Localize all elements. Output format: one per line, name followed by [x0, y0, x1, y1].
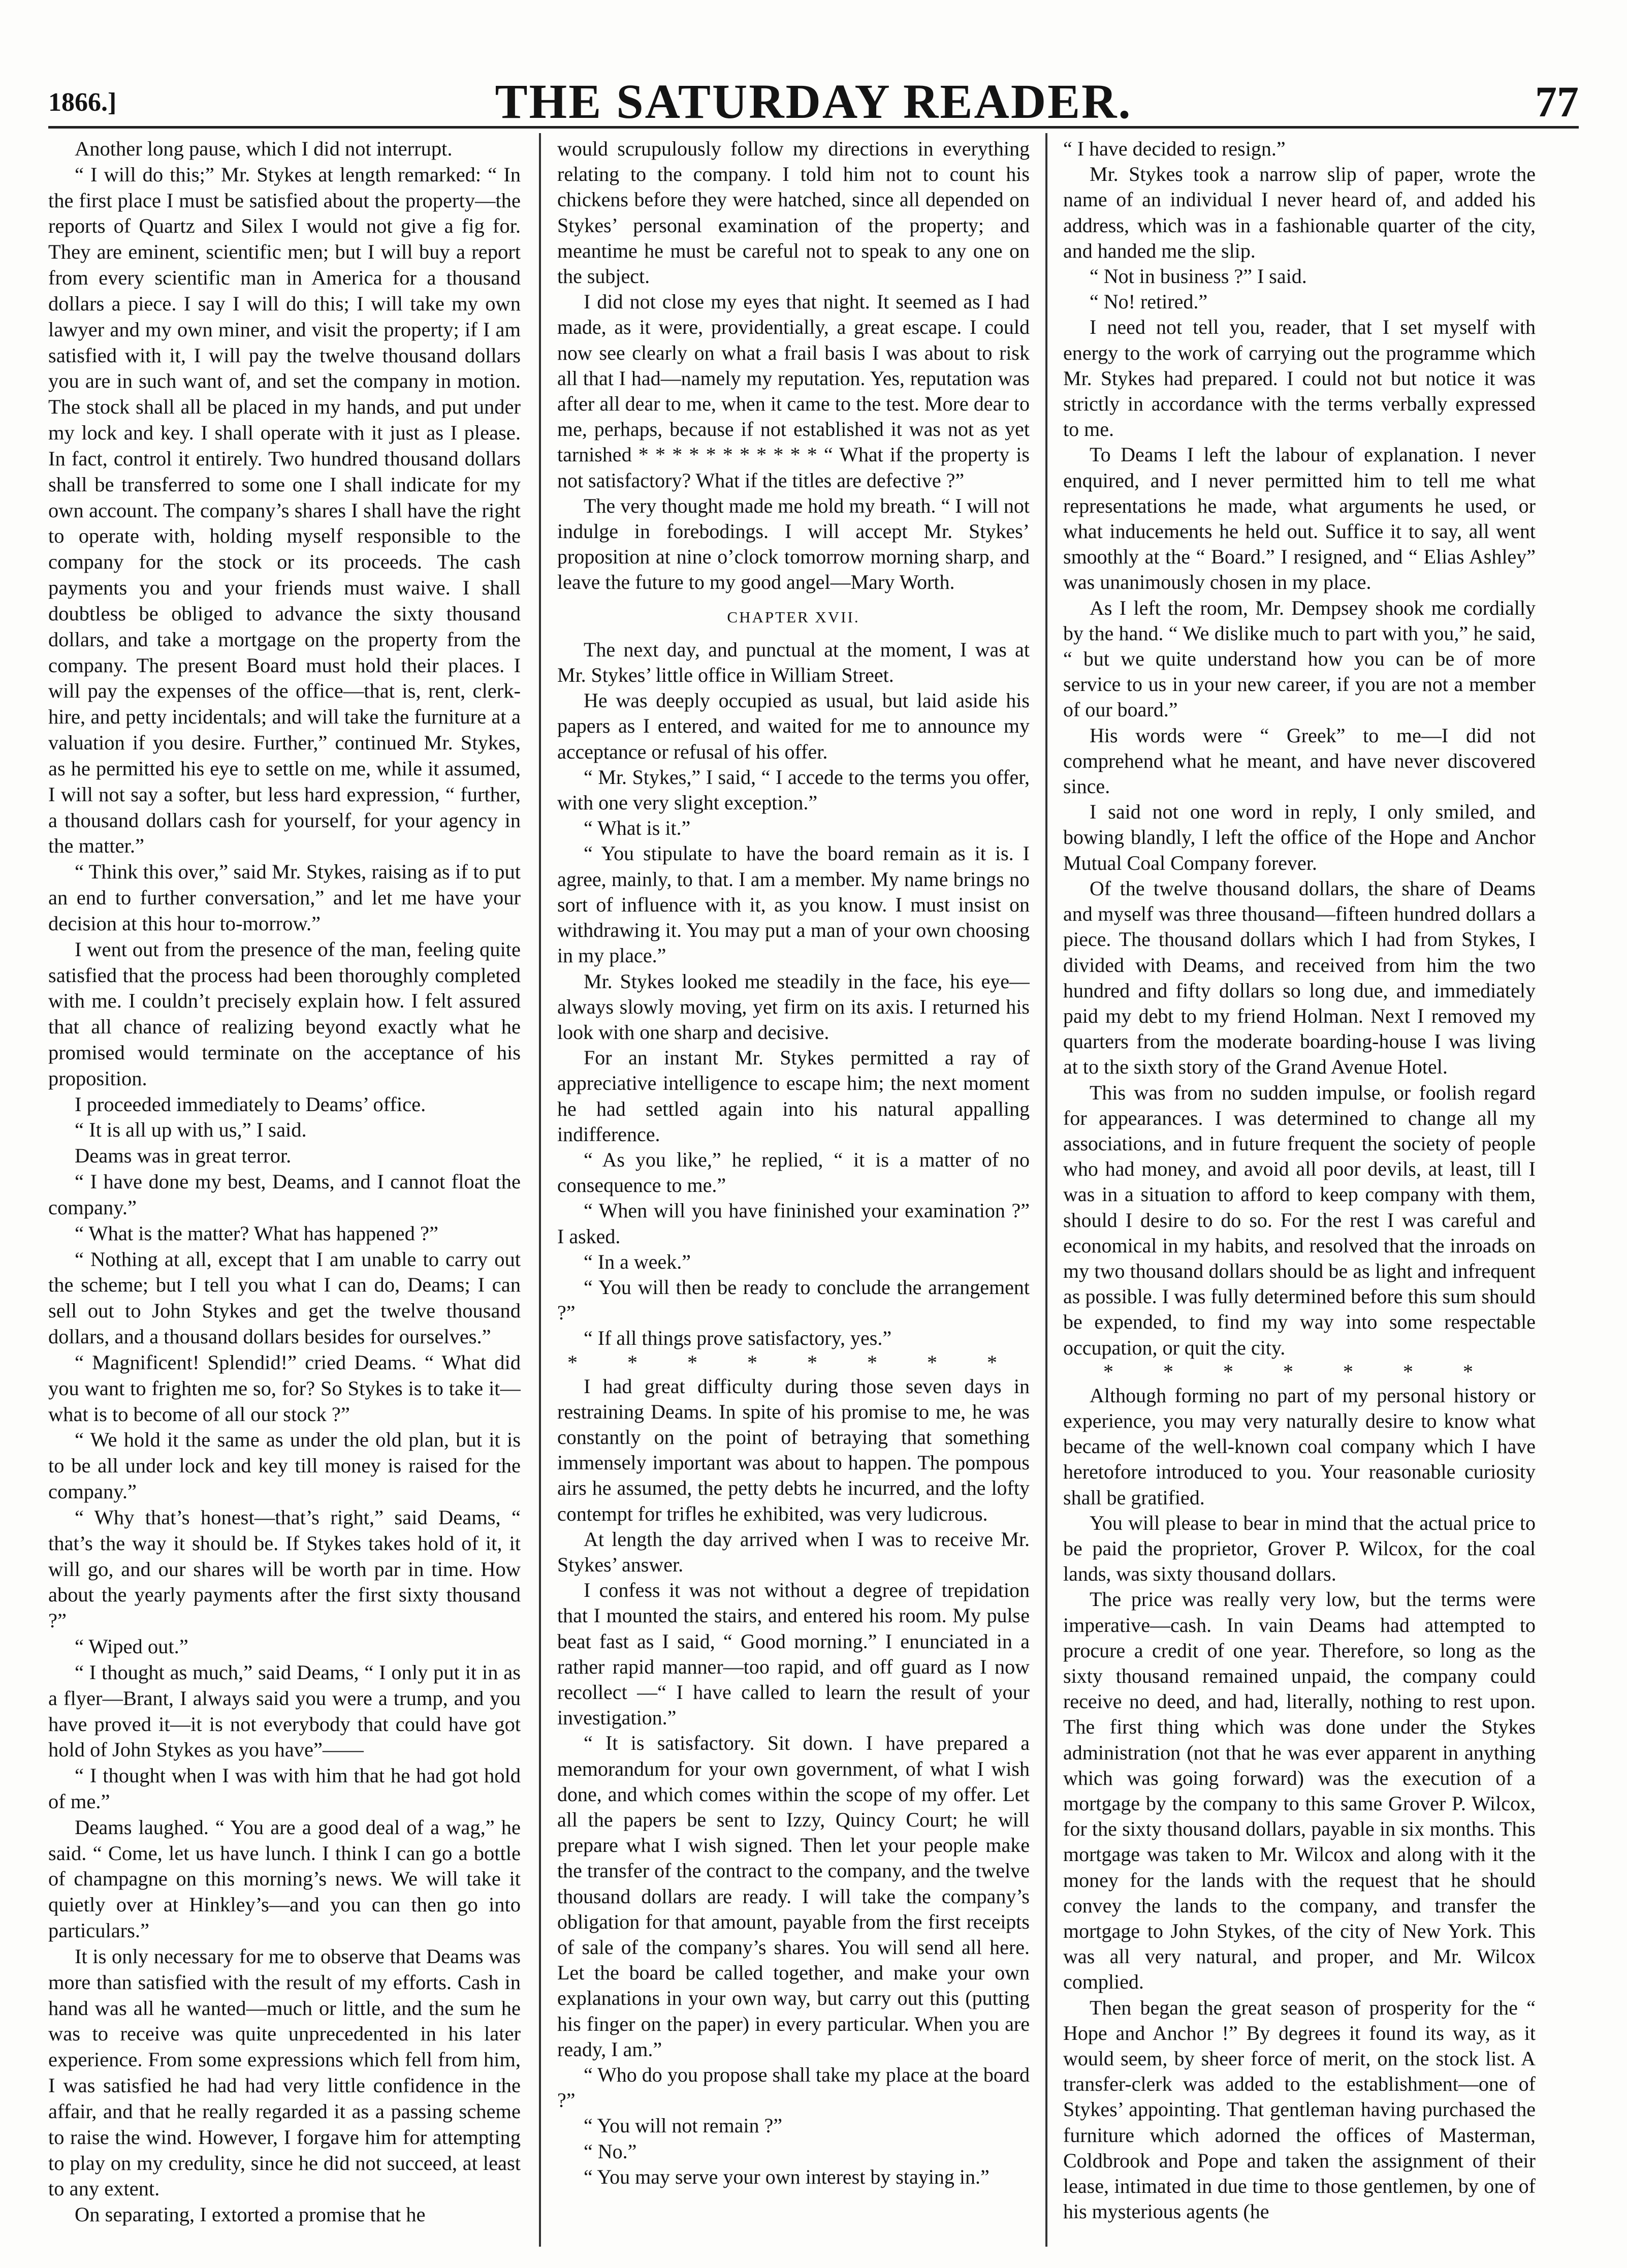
paragraph: As I left the room, Mr. Dempsey shook me cordially by the hand. “ We dislike much to part with you,” he said, “ but we quite understand how you can be of more service to us in your new career, if you are not a member of our board.”: [1063, 596, 1536, 721]
paragraph: “ Think this over,” said Mr. Stykes, raising as if to put an end to further conversation,” and let me have your decision at this hour to-morrow.”: [48, 860, 521, 935]
paragraph: Mr. Stykes looked me steadily in the face, his eye—always slowly moving, yet firm on its axis. I returned his look with one sharp and decisive.: [557, 969, 1030, 1044]
paragraph: “ I have decided to resign.”: [1063, 137, 1286, 160]
paragraph: “ Not in business ?” I said.: [1090, 265, 1307, 288]
paragraph: “ I will do this;” Mr. Stykes at length remarked: “ In the first place I must be satisfied about the property—the reports of Quartz and Silex I would not give a fig for. They are eminent, scientific men; but I will buy a report from every scientific man in America for a thousand dollars a piece. I say I will do this; I will take my own lawyer and my own miner, and visit the property; if I am satisfied with it, I will pay the twelve thousand dollars you are in such want of, and set the company in motion. The stock shall all be placed in my hands, and put under my lock and key. I shall operate with it just as I please. In fact, control it entirely. Two hundred thousand dollars shall be transferred to some one I shall indicate for my own account. The company’s shares I shall have the right to operate with, holding myself responsible to the company for the stock or its proceeds. The cash payments you and your friends must waive. I shall doubtless be obliged to advance the sixty thousand dollars, and take a mortgage on the property from the company. The present Board must hold their places. I will pay the expenses of the office—that is, rent, clerk-hire, and petty incidentals; and will take the furniture at a valuation if you desire. Further,” continued Mr. Stykes, as he permitted his eye to settle on me, while it assumed, I will not say a softer, but less hard expression, “ further, a thousand dollars cash for yourself, for your agency in the matter.”: [48, 163, 521, 858]
paragraph: “ Wiped out.”: [75, 1635, 188, 1658]
paragraph: “ Mr. Stykes,” I said, “ I accede to the terms you offer, with one very slight exception.”: [557, 765, 1030, 814]
chapter-heading: CHAPTER XVII.: [727, 608, 860, 626]
paragraph: “ Who do you propose shall take my place at the board ?”: [557, 2063, 1030, 2112]
paragraph: “ You stipulate to have the board remain as it is. I agree, mainly, to that. I am a member. My name brings no sort of influence with it, as you know. I must insist on withdrawing it. You may put a man of your own choosing in my place.”: [557, 842, 1030, 967]
text-column-2: [557, 136, 1030, 2245]
paragraph: “ We hold it the same as under the old plan, but it is to be all under lock and key till money is raised for the company.”: [48, 1428, 521, 1503]
paragraph: “ No! retired.”: [1090, 290, 1208, 313]
text-column-1: [48, 136, 521, 2245]
header-rule: [48, 126, 1579, 129]
paragraph: Deams laughed. “ You are a good deal of a wag,” he said. “ Come, let us have lunch. I think I can go a bottle of champagne on this morning’s news. We will take it quietly over at Hinkley’s—and you can then go into particulars.”: [48, 1815, 521, 1942]
section-break: * * * * * * *: [1103, 1360, 1495, 1383]
paragraph: Mr. Stykes took a narrow slip of paper, wrote the name of an individual I never heard of, and added his address, which was in a fashionable quarter of the city, and handed me the slip.: [1063, 163, 1536, 262]
paragraph: “ As you like,” he replied, “ it is a matter of no consequence to me.”: [557, 1148, 1030, 1197]
paragraph: “ I thought when I was with him that he had got hold of me.”: [48, 1764, 521, 1813]
paragraph: For an instant Mr. Stykes permitted a ray of appreciative intelligence to escape him; the next moment he had settled again into his natural appalling indifference.: [557, 1046, 1030, 1146]
paragraph: would scrupulously follow my directions in everything relating to the company. I told him not to count his chickens before they were hatched, since all depended on Stykes’ personal examination of the property; and meantime he must be careful not to speak to any one on the subject.: [557, 137, 1030, 288]
paragraph: His words were “ Greek” to me—I did not comprehend what he meant, and have never discovered since.: [1063, 723, 1536, 798]
paragraph: I did not close my eyes that night. It seemed as I had made, as it were, providentially, a great escape. I could now see clearly on what a frail basis I was about to risk all that I had—namely my reputation. Yes, reputation was after all dear to me, when it came to the test. More dear to me, perhaps, because if not established it was not as yet tarnished * * * * * * * * * * * “ What if the property is not satisfactory? What if the titles are defective ?”: [557, 290, 1030, 492]
paragraph: “ If all things prove satisfactory, yes.”: [584, 1327, 892, 1350]
paragraph: It is only necessary for me to observe that Deams was more than satisfied with the result of my efforts. Cash in hand was all he wanted—much or little, and the sum he was to receive was quite unprecedented in his later experience. From some expressions which fell from him, I was satisfied he had had very little confidence in the affair, and that he really regarded it as a passing scheme to raise the wind. However, I forgave him for attempting to play on my credulity, since he did not succeed, at least to any extent.: [48, 1944, 521, 2200]
paragraph: The very thought made me hold my breath. “ I will not indulge in forebodings. I will accept Mr. Stykes’ proposition at nine o’clock tomorrow morning sharp, and leave the future to my good angel—Mary Worth.: [557, 494, 1030, 594]
paragraph: I need not tell you, reader, that I set myself with energy to the work of carrying out the programme which Mr. Stykes had prepared. I could not but notice it was strictly in accordance with the terms verbally expressed to me.: [1063, 316, 1536, 441]
column-divider: [1045, 133, 1047, 2247]
paragraph: Deams was in great terror.: [75, 1144, 292, 1168]
masthead: [48, 76, 1579, 127]
paragraph: “ No.”: [584, 2139, 637, 2163]
paragraph: Although forming no part of my personal history or experience, you may very naturally desire to know what became of the well-known coal company which I have heretofore introduced to you. Your reasonable curiosity shall be gratified.: [1063, 1383, 1536, 1509]
paragraph: “ Why that’s honest—that’s right,” said Deams, “ that’s the way it should be. If Stykes takes hold of it, it will go, and our shares will be worth par in time. How about the yearly payments after the first sixty thousand ?”: [48, 1505, 521, 1632]
paragraph: “ Magnificent! Splendid!” cried Deams. “ What did you want to frighten me so, for? So Stykes is to take it—what is to become of all our stock ?”: [48, 1350, 521, 1426]
text-column-3: [1063, 136, 1536, 2245]
paragraph: “ When will you have fininished your examination ?” I asked.: [557, 1199, 1030, 1248]
publication-title: THE SATURDAY READER.: [495, 74, 1132, 129]
paragraph: On separating, I extorted a promise that he: [75, 2203, 426, 2226]
paragraph: “ You will then be ready to conclude the arrangement ?”: [557, 1275, 1030, 1325]
paragraph: You will please to bear in mind that the actual price to be paid the proprietor, Grover P. Wilcox, for the coal lands, was sixty thousand dollars.: [1063, 1511, 1536, 1586]
paragraph: He was deeply occupied as usual, but laid aside his papers as I entered, and waited for me to announce my acceptance or refusal of his offer.: [557, 689, 1030, 763]
paragraph: “ It is all up with us,” I said.: [75, 1118, 307, 1142]
paragraph: The next day, and punctual at the moment, I was at Mr. Stykes’ little office in William Street.: [557, 638, 1030, 687]
paragraph: “ In a week.”: [584, 1250, 691, 1273]
column-divider: [539, 133, 541, 2247]
paragraph: I said not one word in reply, I only smiled, and bowing blandly, I left the office of the Hope and Anchor Mutual Coal Company forever.: [1063, 800, 1536, 874]
paragraph: The price was really very low, but the terms were imperative—cash. In vain Deams had attempted to procure a credit of one year. Therefore, so long as the sixty thousand remained unpaid, the company could receive no deed, and had, literally, nothing to rest upon. The first thing which was done under the Stykes administration (not that he was ever apparent in anything which was going forward) was the execution of a mortgage by the company to this same Grover P. Wilcox, for the sixty thousand dollars, payable in six months. This mortgage was taken to Mr. Wilcox and along with it the money for the lands with the request that he should convey the lands to the company, and transfer the mortgage to John Stykes, of the city of New York. This was all very natural, and proper, and Mr. Wilcox complied.: [1063, 1588, 1536, 1994]
paragraph: “ I thought as much,” said Deams, “ I only put it in as a flyer—Brant, I always said you were a trump, and you have proved it—it is not everybody that could have got hold of John Stykes as you have”——: [48, 1660, 521, 1761]
paragraph: “ What is it.”: [584, 816, 691, 840]
paragraph: I went out from the presence of the man, feeling quite satisfied that the process had been thoroughly completed with me. I couldn’t precisely explain how. I felt assured that all chance of realizing beyond exactly what he promised would terminate on the acceptance of his proposition.: [48, 937, 521, 1090]
paragraph: “ You will not remain ?”: [584, 2114, 783, 2137]
paragraph: “ It is satisfactory. Sit down. I have prepared a memorandum for your own government, of what I wish done, and which comes within the scope of my offer. Let all the papers be sent to Izzy, Quincy Court; he will prepare what I wish signed. Then let your people make the transfer of the contract to the company, and the twelve thousand dollars are ready. I will take the company’s obligation for that amount, payable from the first receipts of sale of the company’s shares. You will send all here. Let the board be called together, and make your own explanations in your own way, but carry out this (putting his finger on the paper) in every particular. When you are ready, I am.”: [557, 1731, 1030, 2061]
paragraph: Of the twelve thousand dollars, the share of Deams and myself was three thousand—fifteen hundred dollars a piece. The thousand dollars which I had from Stykes, I divided with Deams, and received from him the two hundred and fifty dollars so long due, and immediately paid my debt to my friend Holman. Next I removed my quarters from the moderate boarding-house I was living at to the sixth story of the Grand Avenue Hotel.: [1063, 876, 1536, 1079]
paragraph: I confess it was not without a degree of trepidation that I mounted the stairs, and entered his room. My pulse beat fast as I said, “ Good morning.” I enunciated in a rather rapid manner—too rapid, and off guard as I now recollect —“ I have called to learn the result of your investigation.”: [557, 1579, 1030, 1729]
page-number: 77: [1535, 77, 1579, 126]
paragraph: “ You may serve your own interest by staying in.”: [584, 2165, 990, 2188]
section-break: * * * * * * * *: [567, 1350, 1019, 1374]
paragraph: This was from no sudden impulse, or foolish regard for appearances. I was determined to change all my associations, and in future frequent the society of people who had money, and avoid all poor devils, at least, till I was in a situation to afford to keep company with them, should I desire to do so. For the rest I was careful and economical in my habits, and resolved that the inroads on my two thousand dollars should be as light and infrequent as possible. I was fully determined before this sum should be expended, to find my way into some respectable occupation, or quit the city.: [1063, 1081, 1536, 1359]
paragraph: “ What is the matter? What has happened ?”: [75, 1221, 438, 1245]
paragraph: At length the day arrived when I was to receive Mr. Stykes’ answer.: [557, 1527, 1030, 1576]
paragraph: Then began the great season of prosperity for the “ Hope and Anchor !” By degrees it found its way, as it would seem, by sheer force of merit, on the stock list. A transfer-clerk was added to the establishment—one of Stykes’ appointing. That gentleman having purchased the furniture which adorned the offices of Masterman, Coldbrook and Pope and taken the assignment of their lease, intimated in due time to those gentlemen, by one of his mysterious agents (he: [1063, 1996, 1536, 2223]
paragraph: I proceeded immediately to Deams’ office.: [75, 1092, 426, 1116]
paragraph: I had great difficulty during those seven days in restraining Deams. In spite of his promise to me, he was constantly on the point of betraying that something immensely important was about to happen. The pompous airs he assumed, the petty debts he incurred, and the lofty contempt for trifles he exhibited, was very ludicrous.: [557, 1374, 1030, 1525]
issue-date: 1866.]: [48, 88, 117, 117]
paragraph: “ I have done my best, Deams, and I cannot float the company.”: [48, 1170, 521, 1219]
paragraph: Another long pause, which I did not interrupt.: [75, 137, 453, 160]
paragraph: To Deams I left the labour of explanation. I never enquired, and I never permitted him to tell me what representations he made, what arguments he used, or what inducements he held out. Suffice it to say, all went smoothly at the “ Board.” I resigned, and “ Elias Ashley” was unanimously chosen in my place.: [1063, 443, 1536, 594]
paragraph: “ Nothing at all, except that I am unable to carry out the scheme; but I tell you what I can do, Deams; I can sell out to John Stykes and get the twelve thousand dollars, and a thousand dollars besides for ourselves.”: [48, 1247, 521, 1348]
